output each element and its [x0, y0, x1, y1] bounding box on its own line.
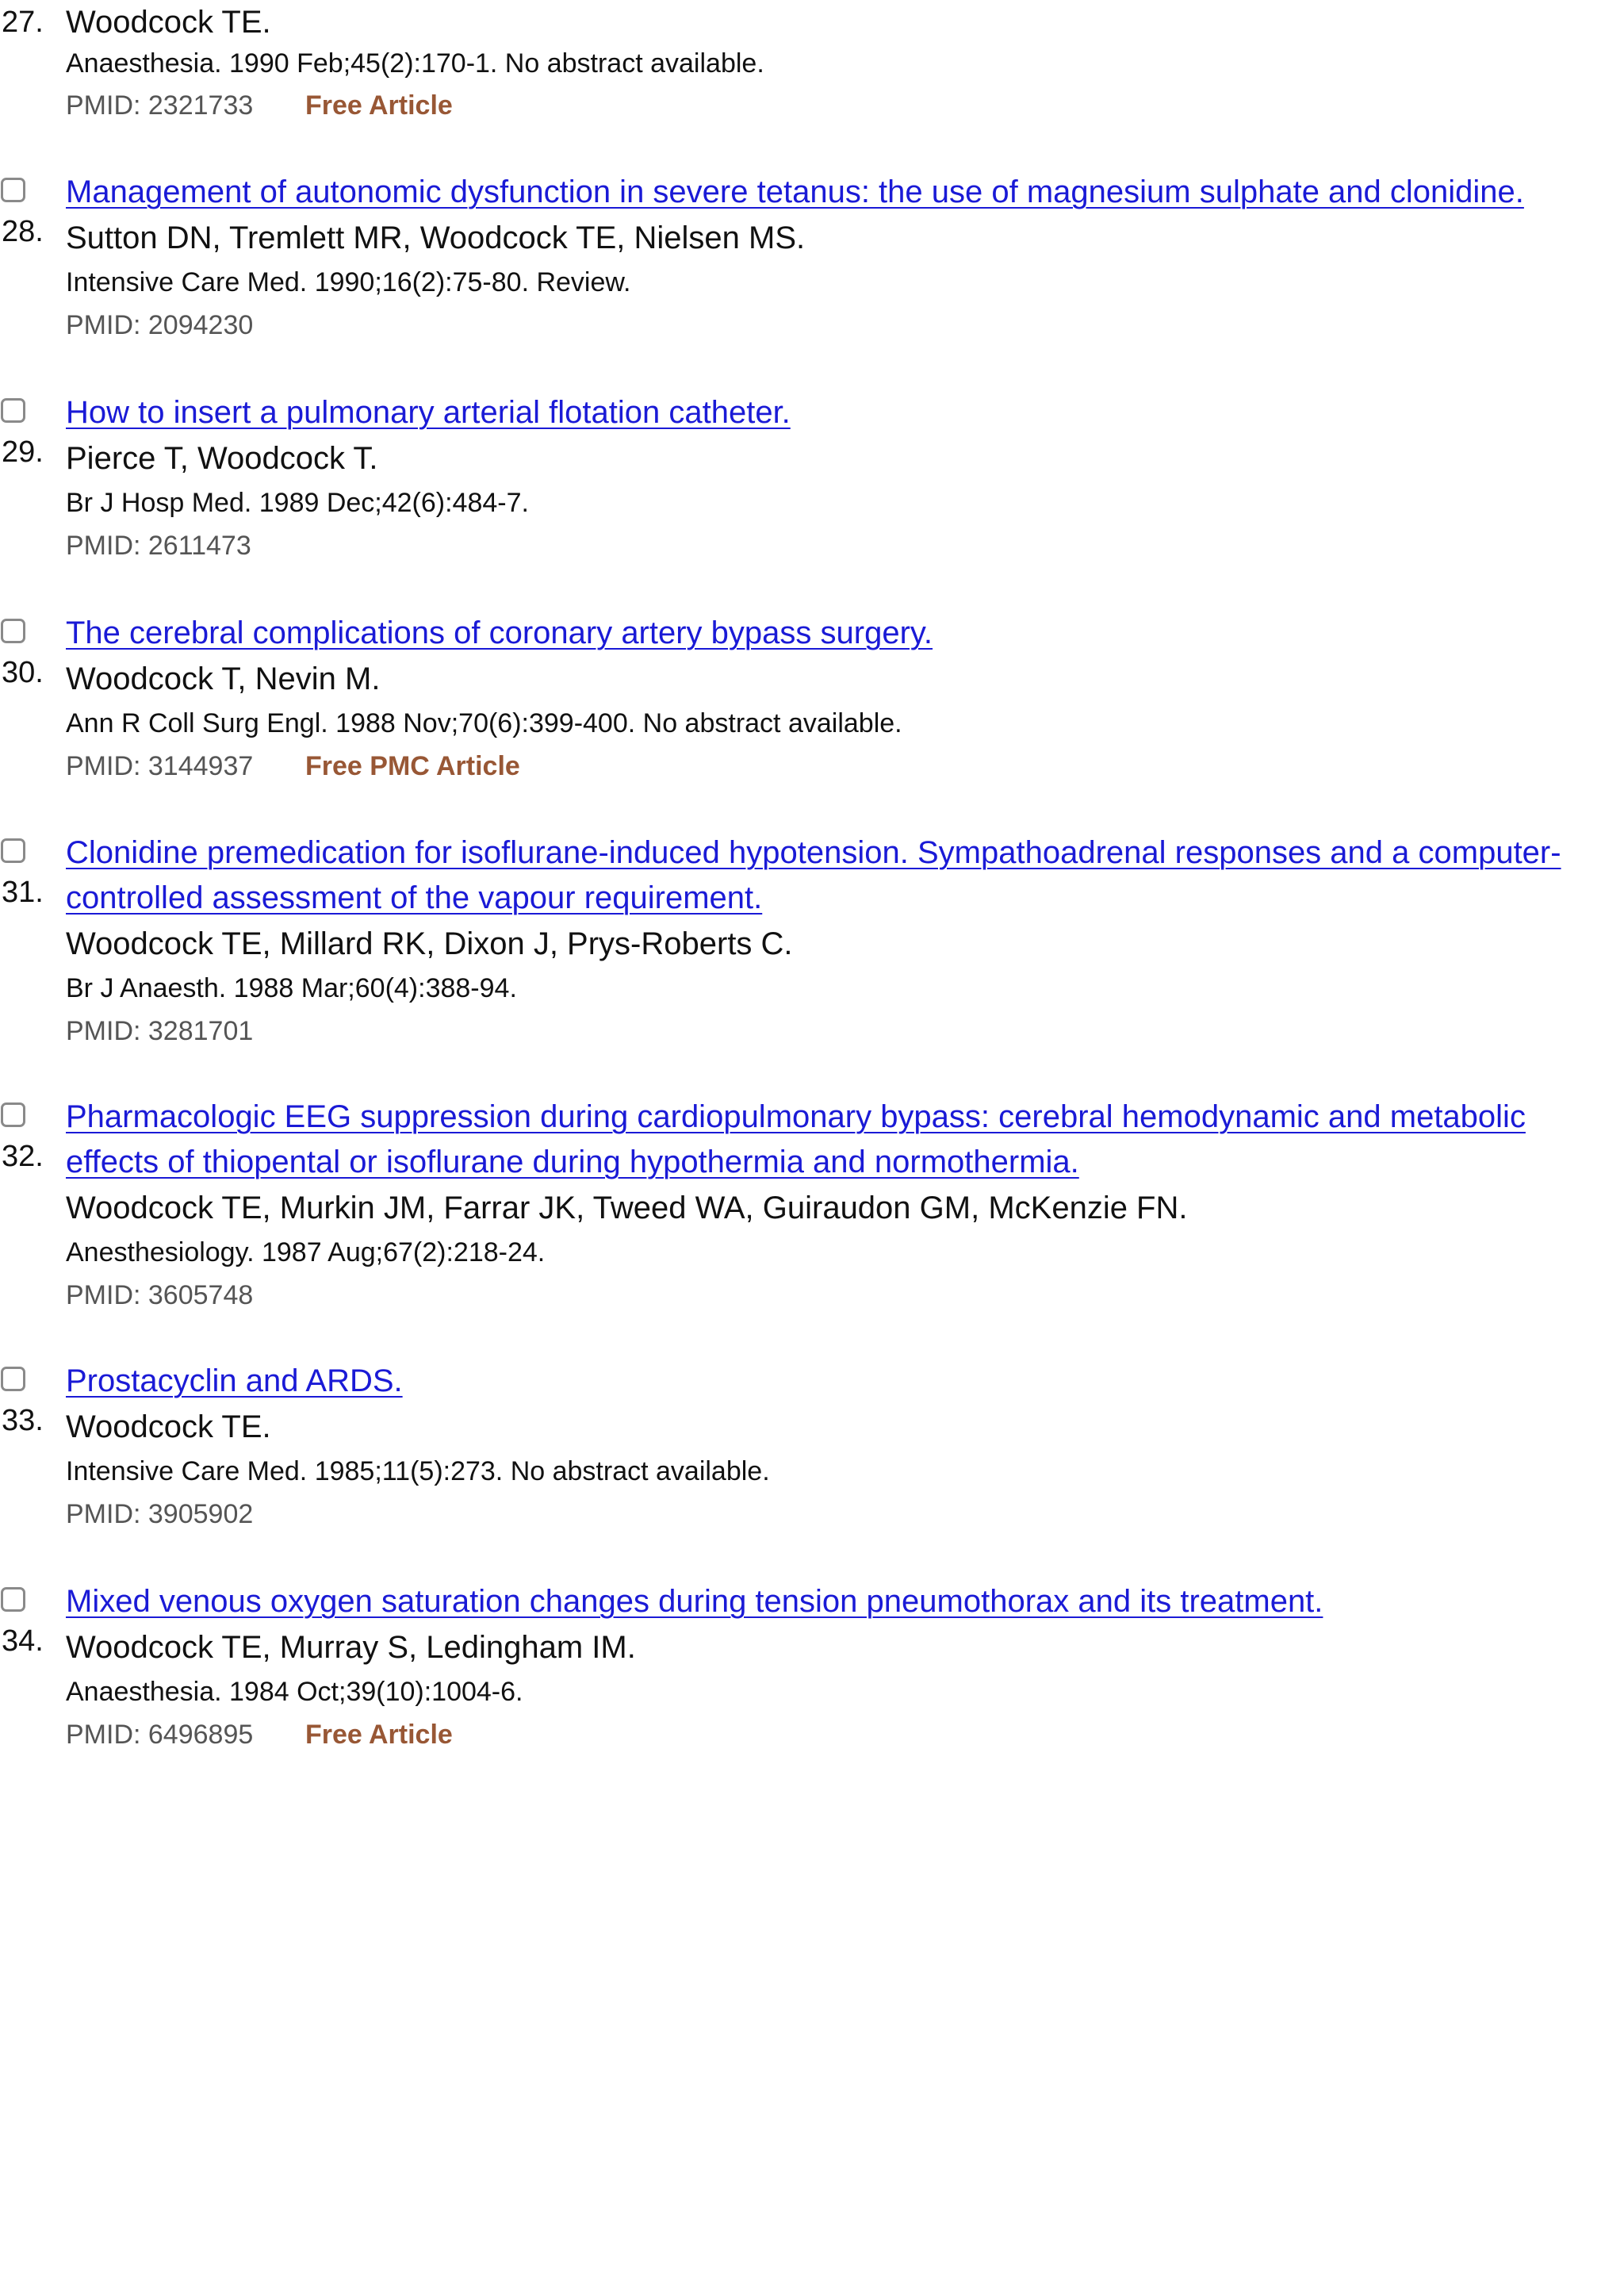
result-authors: Pierce T, Woodcock T. [66, 441, 378, 476]
result-select-checkbox[interactable] [1, 1102, 25, 1127]
free-article-link[interactable]: Free Article [305, 90, 453, 121]
result-journal-citation: Br J Hosp Med. 1989 Dec;42(6):484-7. [66, 488, 529, 518]
result-select-checkbox[interactable] [1, 619, 25, 643]
result-select-checkbox[interactable] [1, 178, 25, 202]
result-pmid: PMID: 3281701 [66, 1016, 254, 1046]
result-number: 34. [2, 1624, 44, 1658]
result-title-link[interactable]: The cerebral complications of coronary artery bypass surgery. [66, 615, 933, 650]
result-title-link[interactable]: Mixed venous oxygen saturation changes during tension pneumothorax and its treatment. [66, 1584, 1323, 1619]
result-authors: Woodcock TE, Murkin JM, Farrar JK, Tweed WA, Guiraudon GM, McKenzie FN. [66, 1191, 1188, 1225]
result-pmid: PMID: 2611473 [66, 531, 251, 561]
result-authors: Woodcock TE. [66, 1409, 271, 1444]
result-pmid: PMID: 3144937 [66, 751, 254, 781]
result-number: 29. [2, 435, 44, 469]
free-pmc-article-link[interactable]: Free PMC Article [305, 751, 520, 781]
result-select-checkbox[interactable] [1, 398, 25, 423]
result-pmid: PMID: 2321733 [66, 90, 254, 121]
result-title-link[interactable]: Prostacyclin and ARDS. [66, 1363, 403, 1398]
result-journal-citation: Intensive Care Med. 1985;11(5):273. No abstract available. [66, 1456, 770, 1486]
result-journal-citation: Intensive Care Med. 1990;16(2):75-80. Review. [66, 267, 631, 297]
result-select-checkbox[interactable] [1, 1367, 25, 1391]
result-title-link[interactable]: Management of autonomic dysfunction in severe tetanus: the use of magnesium sulphate and clonidine. [66, 174, 1524, 209]
result-title-link[interactable]: Pharmacologic EEG suppression during cardiopulmonary bypass: cerebral hemodynamic and metabolic effects of thiopental or isoflurane during hypothermia and normothermia. [66, 1099, 1526, 1179]
result-number: 30. [2, 656, 44, 689]
result-authors: Woodcock TE, Millard RK, Dixon J, Prys-Roberts C. [66, 926, 793, 961]
result-journal-citation: Anaesthesia. 1990 Feb;45(2):170-1. No abstract available. [66, 48, 764, 79]
result-title-link[interactable]: How to insert a pulmonary arterial flotation catheter. [66, 395, 791, 430]
result-authors: Woodcock TE. [66, 5, 271, 40]
result-pmid: PMID: 3605748 [66, 1280, 254, 1310]
result-journal-citation: Anaesthesia. 1984 Oct;39(10):1004-6. [66, 1677, 523, 1707]
result-pmid: PMID: 6496895 [66, 1720, 254, 1750]
result-authors: Woodcock TE, Murray S, Ledingham IM. [66, 1630, 636, 1665]
result-number: 31. [2, 876, 44, 909]
result-journal-citation: Br J Anaesth. 1988 Mar;60(4):388-94. [66, 973, 517, 1003]
result-select-checkbox[interactable] [1, 1587, 25, 1612]
result-journal-citation: Ann R Coll Surg Engl. 1988 Nov;70(6):399-400. No abstract available. [66, 708, 902, 738]
result-number: 27. [2, 6, 44, 39]
result-title-link[interactable]: Clonidine premedication for isoflurane-induced hypotension. Sympathoadrenal responses and a computer-controlled assessment of the vapour requirement. [66, 835, 1561, 915]
result-authors: Woodcock T, Nevin M. [66, 661, 381, 696]
result-authors: Sutton DN, Tremlett MR, Woodcock TE, Nielsen MS. [66, 220, 806, 255]
result-number: 33. [2, 1404, 44, 1437]
result-number: 28. [2, 215, 44, 248]
result-journal-citation: Anesthesiology. 1987 Aug;67(2):218-24. [66, 1237, 546, 1267]
result-number: 32. [2, 1140, 44, 1173]
result-pmid: PMID: 3905902 [66, 1499, 254, 1529]
free-article-link[interactable]: Free Article [305, 1720, 453, 1750]
result-pmid: PMID: 2094230 [66, 310, 254, 340]
result-select-checkbox[interactable] [1, 838, 25, 863]
